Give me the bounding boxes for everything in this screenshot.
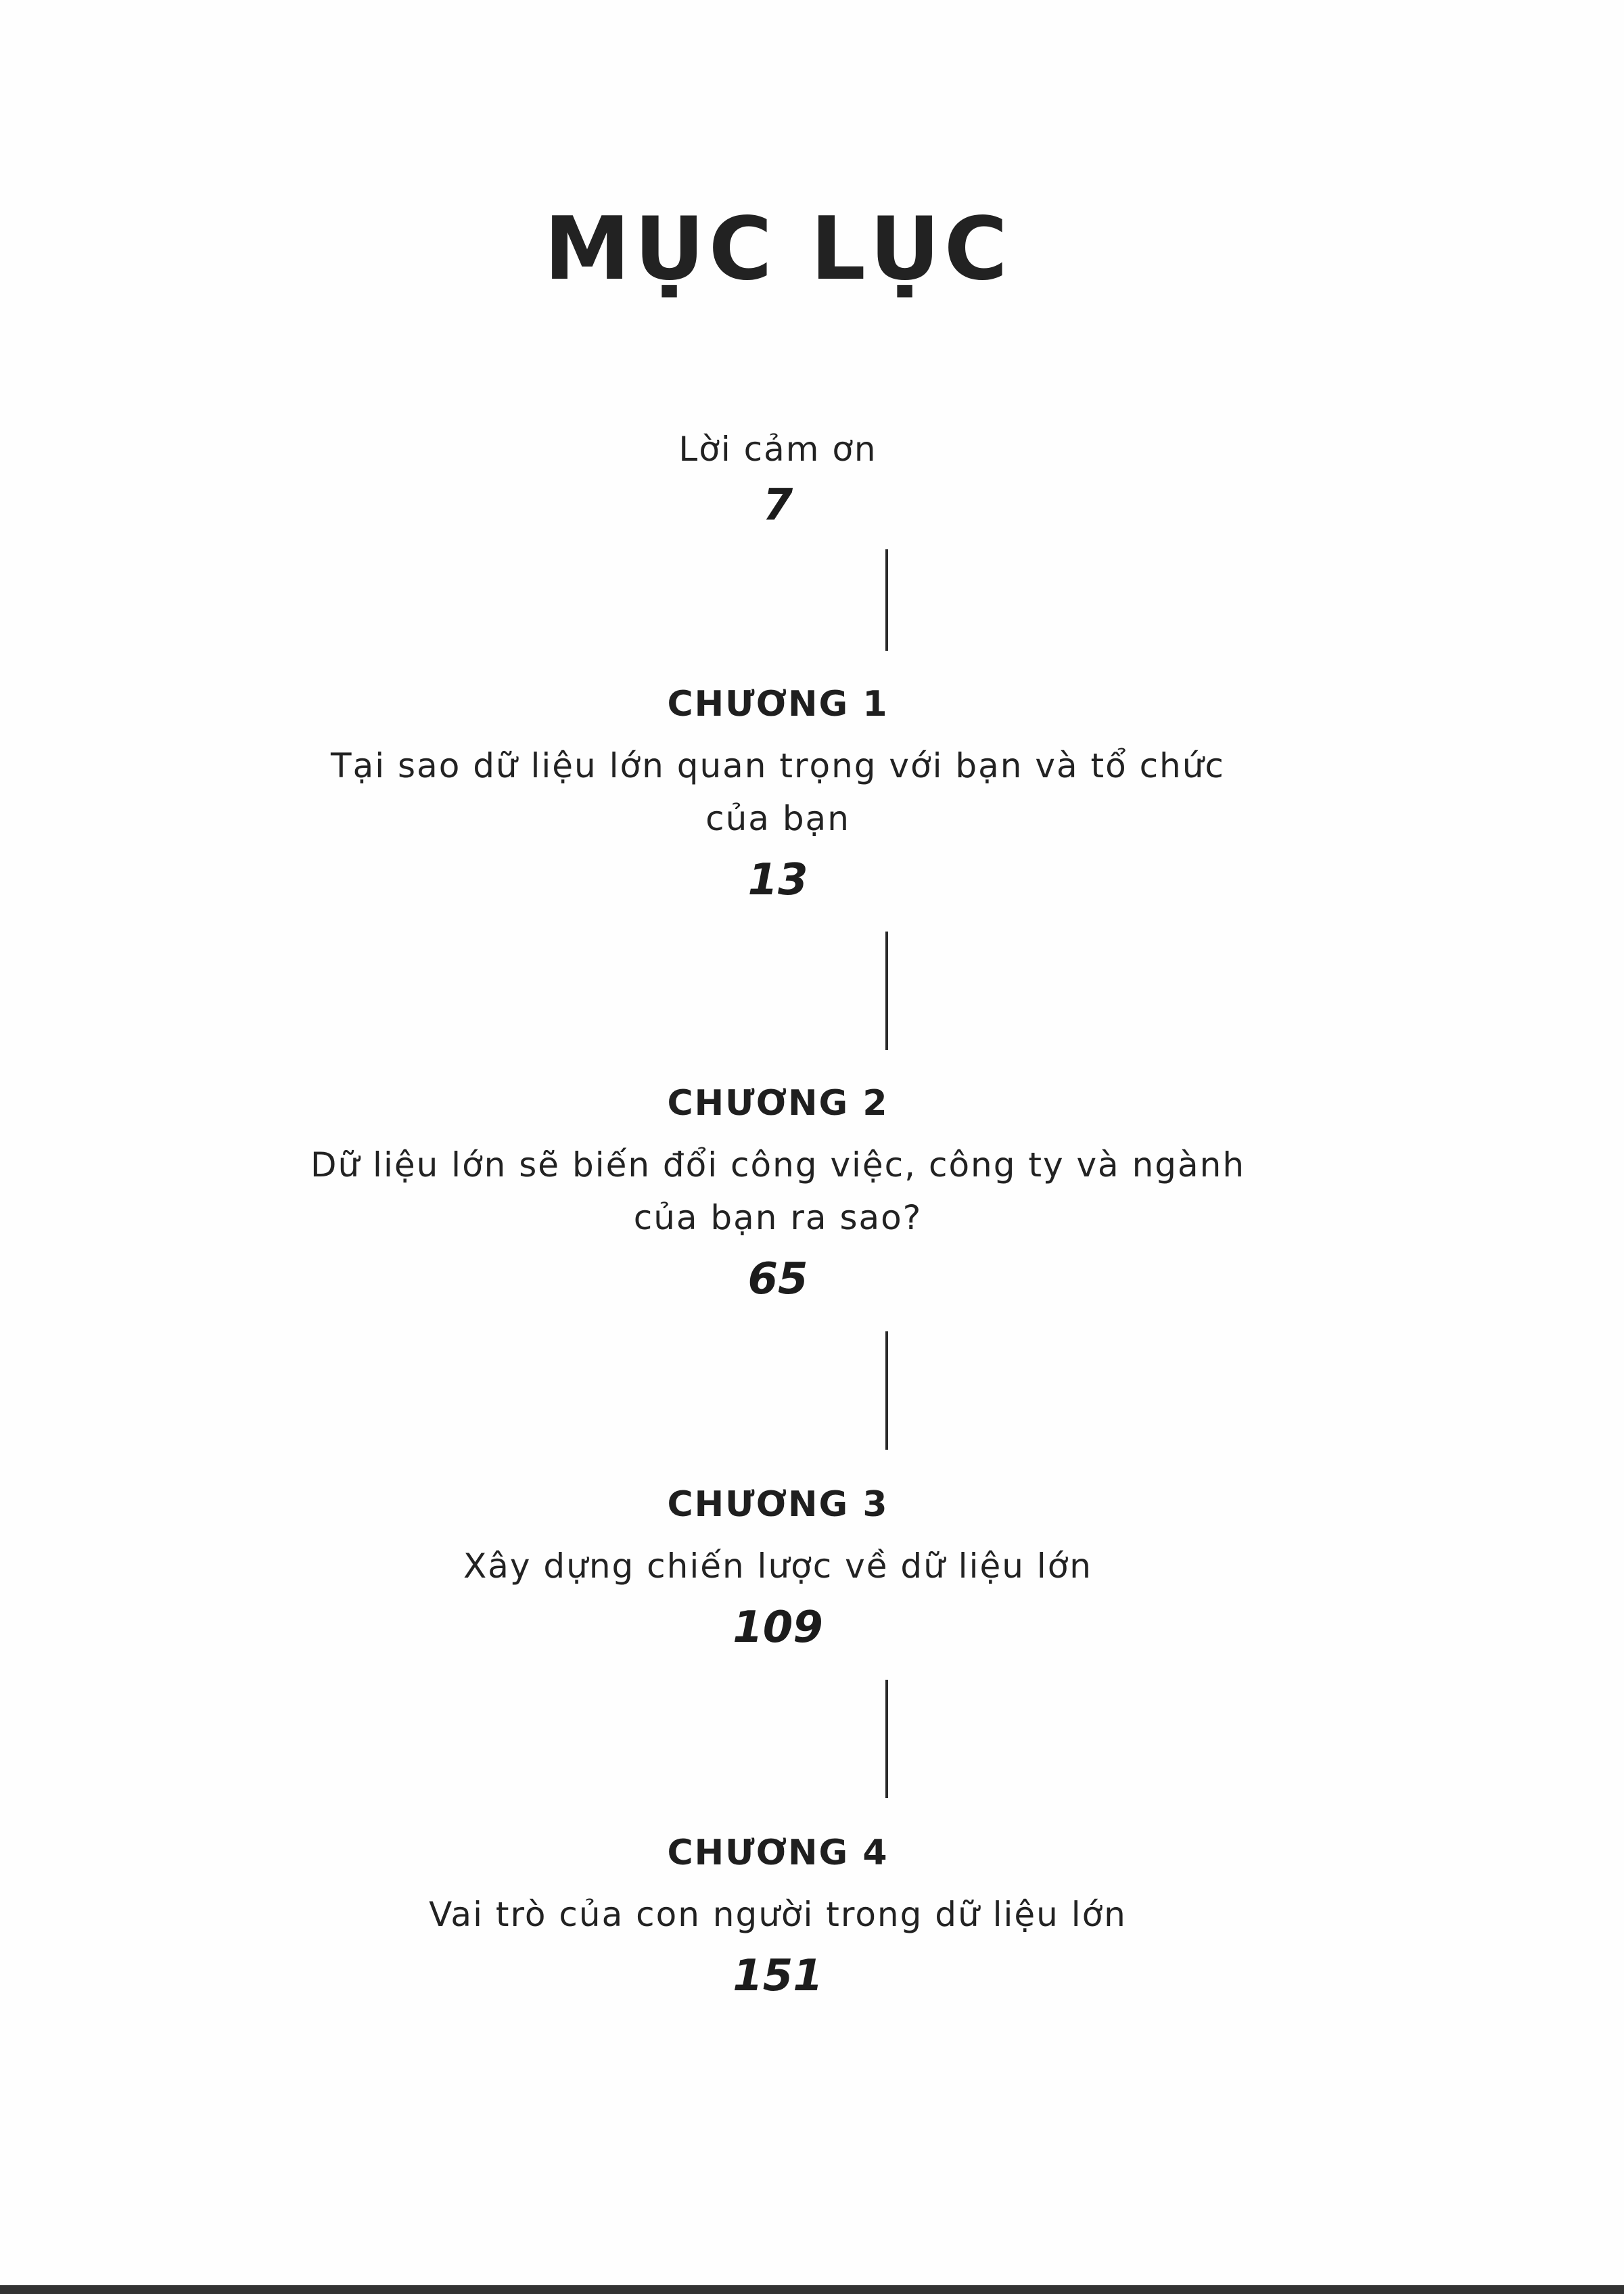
toc-entry-chapter-4[interactable] — [101, 1833, 1454, 2001]
toc-entry-acknowledgements[interactable] — [101, 423, 1454, 530]
description-line: Tại sao dữ liệu lớn quan trọng với bạn và tổ chức — [331, 746, 1225, 785]
entry-description — [101, 739, 1454, 845]
connector-line — [885, 1680, 888, 1798]
chapter-label: CHƯƠNG 2 — [667, 1083, 889, 1124]
description-line: của bạn — [705, 799, 850, 838]
entry-description: Lời cảm ơn — [678, 430, 877, 469]
chapter-label: CHƯƠNG 4 — [667, 1833, 889, 1873]
entry-description — [101, 1139, 1454, 1244]
description-line: Dữ liệu lớn sẽ biến đổi công việc, công ty và ngành — [310, 1145, 1246, 1185]
entry-description: Xây dựng chiến lược về dữ liệu lớn — [463, 1546, 1092, 1586]
page-number: 7 — [762, 480, 793, 530]
chapter-label: CHƯƠNG 1 — [667, 684, 889, 725]
toc-entry-chapter-3[interactable] — [101, 1484, 1454, 1653]
toc-entry-chapter-1[interactable] — [101, 684, 1454, 905]
connector-line — [885, 932, 888, 1050]
page-number: 13 — [747, 855, 808, 905]
bottom-border — [0, 2285, 1624, 2294]
page-number: 65 — [747, 1254, 808, 1304]
connector-line — [885, 549, 888, 651]
page-number: 109 — [733, 1603, 823, 1653]
toc-entry-chapter-2[interactable] — [101, 1083, 1454, 1304]
page-number: 151 — [733, 1951, 823, 2001]
entry-description: Vai trò của con người trong dữ liệu lớn — [429, 1895, 1127, 1934]
chapter-label: CHƯƠNG 3 — [667, 1484, 889, 1525]
page-title: MỤC LỤC — [544, 199, 1012, 300]
connector-line — [885, 1331, 888, 1450]
description-line: của bạn ra sao? — [633, 1198, 923, 1237]
